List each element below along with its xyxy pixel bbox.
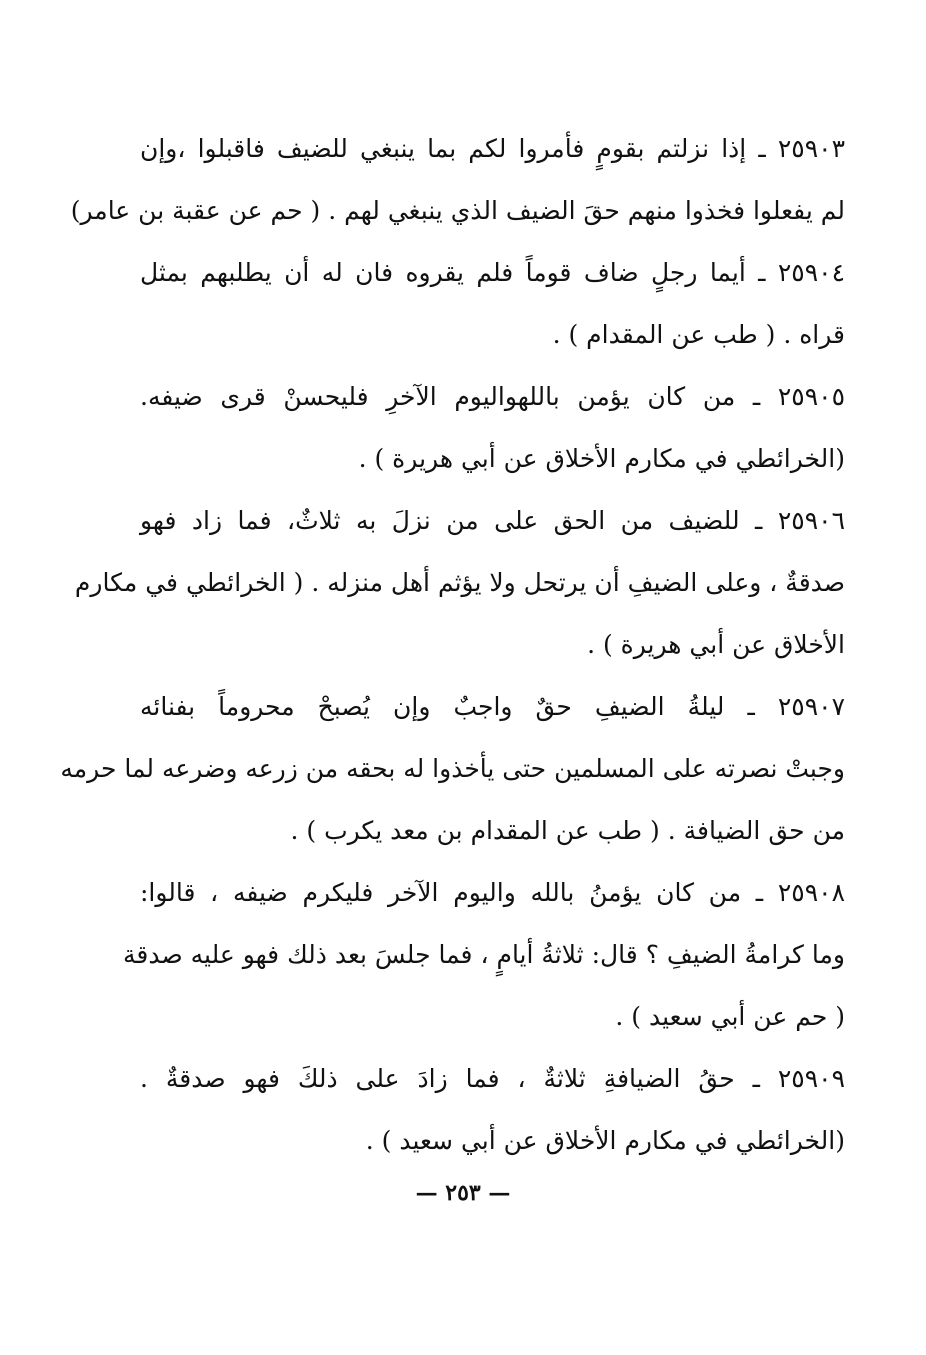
hadith-25908 — [123, 862, 845, 1048]
text-line: الأخلاق عن أبي هريرة ) . — [587, 630, 845, 659]
page-number: — ٢٥٣ — — [415, 1180, 511, 1206]
text-line: صدقةٌ ، وعلى الضيفِ أن يرتحل ولا يؤثم أهل منزله . ( الخرائطي في مكارم — [74, 568, 845, 597]
hadith-25904 — [140, 242, 845, 366]
text-line: ٢٥٩٠٧ ـ ليلةُ الضيفِ حقٌ واجبٌ وإن يُصبحْ محروماً بفنائه — [140, 692, 845, 721]
hadith-text-block — [60, 118, 845, 1172]
hadith-25905 — [140, 366, 845, 490]
text-line: ( حم عن أبي سعيد ) . — [615, 1002, 845, 1031]
text-line: ٢٥٩٠٦ ـ للضيف من الحق على من نزلَ به ثلاثٌ، فما زاد فهو — [140, 506, 845, 535]
text-line: ٢٥٩٠٥ ـ من كان يؤمن باللهواليوم الآخرِ فليحسنْ قرى ضيفه. — [140, 382, 845, 411]
hadith-25909 — [140, 1048, 845, 1172]
hadith-25903 — [70, 118, 845, 242]
text-line: وجبتْ نصرته على المسلمين حتى يأخذوا له بحقه من زرعه وضرعه لما حرمه — [60, 754, 845, 783]
hadith-25907 — [60, 676, 845, 862]
text-line: لم يفعلوا فخذوا منهم حقَ الضيف الذي ينبغي لهم . ( حم عن عقبة بن عامر) — [70, 196, 845, 225]
text-line: وما كرامةُ الضيفِ ؟ قال: ثلاثةُ أيامٍ ، فما جلسَ بعد ذلك فهو عليه صدقة — [123, 940, 845, 969]
hadith-25906 — [74, 490, 845, 676]
text-line: ٢٥٩٠٨ ـ من كان يؤمنُ بالله واليوم الآخر فليكرم ضيفه ، قالوا: — [140, 878, 845, 907]
text-line: ٢٥٩٠٩ ـ حقُ الضيافةِ ثلاثةٌ ، فما زادَ على ذلكَ فهو صدقةٌ . — [140, 1064, 845, 1093]
text-line: من حق الضيافة . ( طب عن المقدام بن معد يكرب ) . — [290, 816, 845, 845]
text-line: (الخرائطي في مكارم الأخلاق عن أبي سعيد ) . — [365, 1126, 845, 1155]
text-line: ٢٥٩٠٣ ـ إذا نزلتم بقومٍ فأمروا لكم بما ينبغي للضيف فاقبلوا ،وإن — [140, 134, 845, 163]
text-line: (الخرائطي في مكارم الأخلاق عن أبي هريرة ) . — [358, 444, 845, 473]
text-line: ٢٥٩٠٤ ـ أيما رجلٍ ضاف قوماً فلم يقروه فان له أن يطلبهم بمثل — [140, 258, 845, 287]
text-line: قراه . ( طب عن المقدام ) . — [552, 320, 845, 349]
